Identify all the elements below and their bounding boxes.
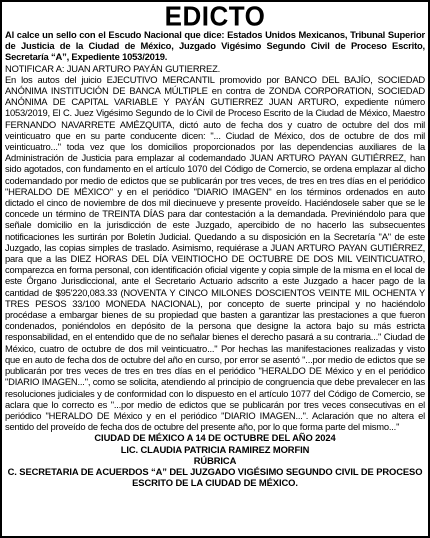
notice-seal-lead: Al calce un sello con el Escudo Nacional que dice: Estados Unidos Mexicanos, Tribunal Superior de Justicia de la Ciudad de México, Juzgado Vigésimo Segundo Civil de Proceso Escrito, Secretaría “A”, Expediente 1053/2019.	[5, 29, 425, 63]
notify-line: NOTIFICAR A: JUAN ARTURO PAYÁN GUTIERREZ.	[5, 62, 221, 74]
notice-body: En los autos del juicio EJECUTIVO MERCANTIL promovido por BANCO DEL BAJÍO, SOCIEDAD ANÓNIMA INSTITUCIÓN DE BANCA MÚLTIPLE en contra de ZONDA CORPORATION, SOCIEDAD ANÓNIMA DE CAPITAL VARIABLE Y PAYÁN GUTIERREZ JUAN ARTURO, expediente número 1053/2019, El C. Juez Vigésimo Segundo de lo Civil de Proceso Escrito de la Ciudad de México, Maestro FERNANDO NAVARRETE AMÉZQUITA, dictó auto de fecha dos y cuatro de octubre del dos mil veinticuatro que en su parte conducente dicen: "... Ciudad de México, dos de octubre de dos mil veinticuatro..." toda vez que los domicilios proporcionados por las dependencias auxiliares de la Administración de Justicia para emplazar al codemandado JUAN ARTURO PAYAN GUTIÉRREZ, han sido agotados, con fundamento en el artículo 1070 del Código de Comercio, se ordena emplazar al dicho codemandado por medio de edictos que se publicarán por tres veces, de tres en tres días en el periódico "HERALDO DE MÉXICO" y en el periódico "DIARIO IMAGEN" en los términos ordenados en auto dictado el cinco de noviembre de dos mil diecinueve y presente proveído. Haciéndosele saber que se le concede un término de TREINTA DÍAS para dar contestación a la demandada. Previniéndolo para que señale domicilio en la jurisdicción de este Juzgado, apercibido de no hacerlo las subsecuentes notificaciones les surtirán por Boletín Judicial. Quedando a su disposición en la Secretaría "A" de este Juzgado, las copias simples de traslado. Asimismo, requiérase a JUAN ARTURO PAYAN GUTIÉRREZ, para que a las DIEZ HORAS DEL DÍA VEINTIOCHO DE OCTUBRE DE DOS MIL VEINTICUATRO, comparezca en forma personal, con identificación oficial vigente y copia simple de la misma en el local de este Órgano Jurisdiccional, ante el Secretario Actuario adscrito a este Juzgado a hacer pago de la cantidad de $95'220,083.33 (NOVENTA Y CINCO MILONES DOSCIENTOS VEINTE MIL OCHENTA Y TRES PESOS 33/100 MONEDA NACIONAL), por concepto de suerte principal y no haciéndolo procédase a embargar bienes de su propiedad que basten a garantizar las prestaciones a que fueron condenados, poniéndolos en depósito de la persona que designe la actora bajo su más estricta responsabilidad, en el entendido que de no señalar bienes el derecho pasará a su contraria..." Ciudad de México, cuatro de octubre de dos mil veinticuatro..." Por hechas las manifestaciones realizadas y visto que en auto de fecha dos de octubre del año en curso, por error se asentó "...por medio de edictos que se publicarán por tres veces de tres en tres días en el periódico "HERALDO DE México y en el periódico "DIARIO IMAGEN...", como se solicita, atendiendo al principio de congruencia que debe prevalecer en las resoluciones judiciales y de conformidad con lo dispuesto en el artículo 1077 del Código de Comercio, se aclara que lo correcto es "...por medio de edictos que se publicarán por tres veces consecutivas en el periódico "HERALDO DE México y en el periódico "DIARIO IMAGEN...". Aclaración que no altera el sentido del proveído de fecha dos de octubre del presente año, por lo que forma parte del mismo..."	[5, 73, 425, 433]
signer-name: LIC. CLAUDIA PATRICIA RAMIREZ MORFIN	[120, 443, 310, 455]
date-line: CIUDAD DE MÉXICO A 14 DE OCTUBRE DEL AÑO 2024	[94, 432, 336, 444]
notice-title: EDICTO	[164, 0, 266, 32]
signer-position: C. SECRETARIA DE ACUERDOS “A” DEL JUZGADO VIGÉSIMO SEGUNDO CIVIL DE PROCESO ESCRITO DE LA CIUDAD DE MÉXICO.	[7, 465, 423, 489]
signature-note: RÚBRICA	[193, 454, 237, 466]
